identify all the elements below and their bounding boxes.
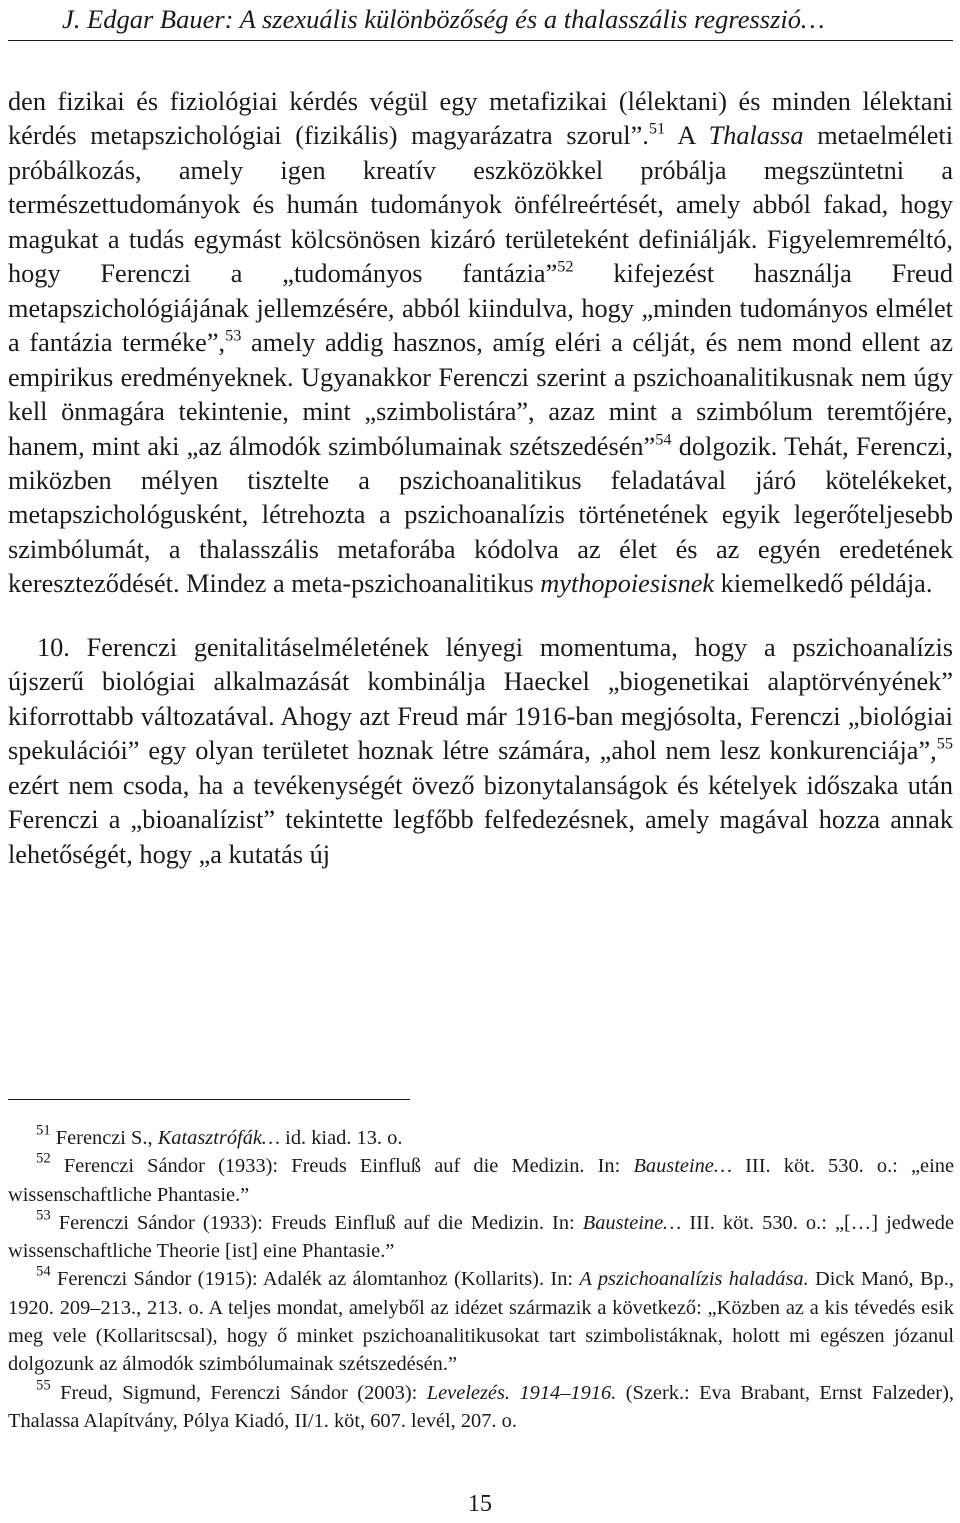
footnote-text: Dick Manó, Bp., 1920. 209–213., 213. o. A teljes mondat, amelyből az idézet származik a következő: „Közben az a kis tévedés esik meg vele (Kollaritscsal), hogy ő minket pszichoanalitikusokat tart szimbolistáknak, holott mi egészen józanul dolgozunk az álmodók szimbólumainak szétszedésén.” (8, 1268, 954, 1376)
footnote-number: 55 (36, 1377, 51, 1394)
footnote-ref-54[interactable]: 54 (655, 428, 672, 448)
footnote-ref-52[interactable]: 52 (557, 256, 574, 276)
footnote-text: Ferenczi Sándor (1915): Adalék az álomtanhoz (Kollarits). In: (50, 1268, 580, 1291)
text-run: kifejezést használja Freud metapszichológiájának jellemzésére, abból kiindulva, hogy „minden tudományos elmélet a fantázia terméke”, (8, 259, 953, 358)
footnote-rule (8, 1099, 410, 1100)
footnote-text: Ferenczi Sándor (1933): Freuds Einfluß auf die Medizin. In: (50, 1211, 583, 1234)
footnote-text: III. köt. 530. o.: „eine wissenschaftliche Phantasie.” (8, 1155, 955, 1206)
italic-term: mythopoiesisnek (540, 569, 715, 599)
footnote-55 (8, 1379, 954, 1436)
footnote-italic: Levelezés. 1914–1916. (426, 1381, 617, 1404)
footnote-text: Freud, Sigmund, Ferenczi Sándor (2003): (50, 1381, 427, 1404)
footnote-italic: Bausteine… (633, 1155, 732, 1178)
footnote-text: III. köt. 530. o.: „[…] jedwede wissenschaftliche Theorie [ist] eine Phantasie.” (8, 1211, 954, 1263)
text-run: amely addig hasznos, amíg eléri a célját, és nem mond ellent az empirikus eredményeknek. Ugyanakkor Ferenczi szerint a pszichoanalitikusnak nem úgy kell önmagára tekintenie, mint „szimbolistára”, azaz mint a szimbólum teremtőjére, hanem, mint aki „az álmodók szimbólumainak szétszedésén” (8, 328, 953, 461)
text-run: dolgozik. Tehát, Ferenczi, miközben mélyen tisztelte a pszichoanalitikus feladatával járó kötelékeket, metapszichológusként, létrehozta a pszichoanalízis történetének egyik legerőteljesebb szimbólumát, a thalasszális metaforába kódolva az élet és az egyén eredetének kereszteződését. Mindez a meta-pszichoanalitikus (8, 431, 954, 599)
footnote-text: Ferenczi Sándor (1933): Freuds Einfluß auf die Medizin. In: (50, 1155, 634, 1178)
text-run: 10. Ferenczi genitalitáselméletének lényegi momentuma, hogy a pszichoanalízis újszerű biológiai alkalmazását kombinálja Haeckel „biogenetikai alaptörvényének” kiforrottabb változatával. Ahogy azt Freud már 1916-ban megjósolta, Ferenczi „biológiai spekulációi” egy olyan területet hoznak létre számára, „ahol nem lesz konkurenciája”, (8, 632, 953, 766)
text-run: A (665, 121, 709, 151)
footnote-52 (8, 1152, 954, 1209)
footnote-text: (Szerk.: Eva Brabant, Ernst Falzeder), Thalassa Alapítvány, Pólya Kiadó, II/1. köt, 607. levél, 207. o. (8, 1381, 954, 1432)
footnote-italic: A pszichoanalízis haladása. (579, 1268, 809, 1291)
footnote-ref-53[interactable]: 53 (225, 325, 242, 345)
footnote-number: 52 (36, 1150, 51, 1167)
footnote-text: id. kiad. 13. o. (280, 1127, 403, 1149)
text-run: metaelméleti próbálkozás, amely igen kreatív eszközökkel próbálja megszüntetni a természettudományok és humán tudományok önfélreértését, amely abból fakad, hogy magukat a tudás egymást kölcsönösen kizáró területeként definiálják. Figyelemreméltó, hogy Ferenczi a „tudományos fantázia” (8, 121, 954, 289)
footnote-number: 53 (36, 1207, 51, 1224)
footnote-number: 51 (36, 1122, 51, 1139)
footnote-54 (8, 1265, 954, 1378)
footnote-italic: Bausteine… (582, 1211, 682, 1234)
footnote-ref-55[interactable]: 55 (936, 733, 953, 753)
footnote-text: Ferenczi S., (50, 1127, 158, 1149)
running-header: J. Edgar Bauer: A szexuális különbözőség és a thalasszális regresszió… (62, 4, 825, 34)
text-run: kiemelkedő példája. (714, 569, 933, 599)
text-run: den fizikai és fiziológiai kérdés végül egy metafizikai (lélektani) és minden lélektani kérdés metapszichológiai (fizikális) magyarázatra szorul”. (8, 87, 953, 151)
footnote-ref-51[interactable]: 51 (648, 118, 666, 138)
footnote-italic: Katasztrófák… (157, 1127, 281, 1149)
page-number: 15 (468, 1491, 492, 1517)
body-text (8, 85, 953, 872)
paragraph-1 (8, 85, 953, 602)
footnote-number: 54 (36, 1263, 51, 1280)
footnote-51 (8, 1124, 954, 1152)
paragraph-2 (8, 631, 953, 872)
italic-term: Thalassa (708, 121, 804, 151)
header-rule (8, 40, 953, 41)
footnotes (8, 1124, 954, 1435)
footnote-53 (8, 1209, 954, 1266)
text-run: ezért nem csoda, ha a tevékenységét övező bizonytalanságok és kételyek időszaka után Ferenczi a „bioanalízist” tekintette legfőbb felfedezésnek, amely magával hozza annak lehetőségét, hogy „a kutatás új (8, 770, 953, 869)
